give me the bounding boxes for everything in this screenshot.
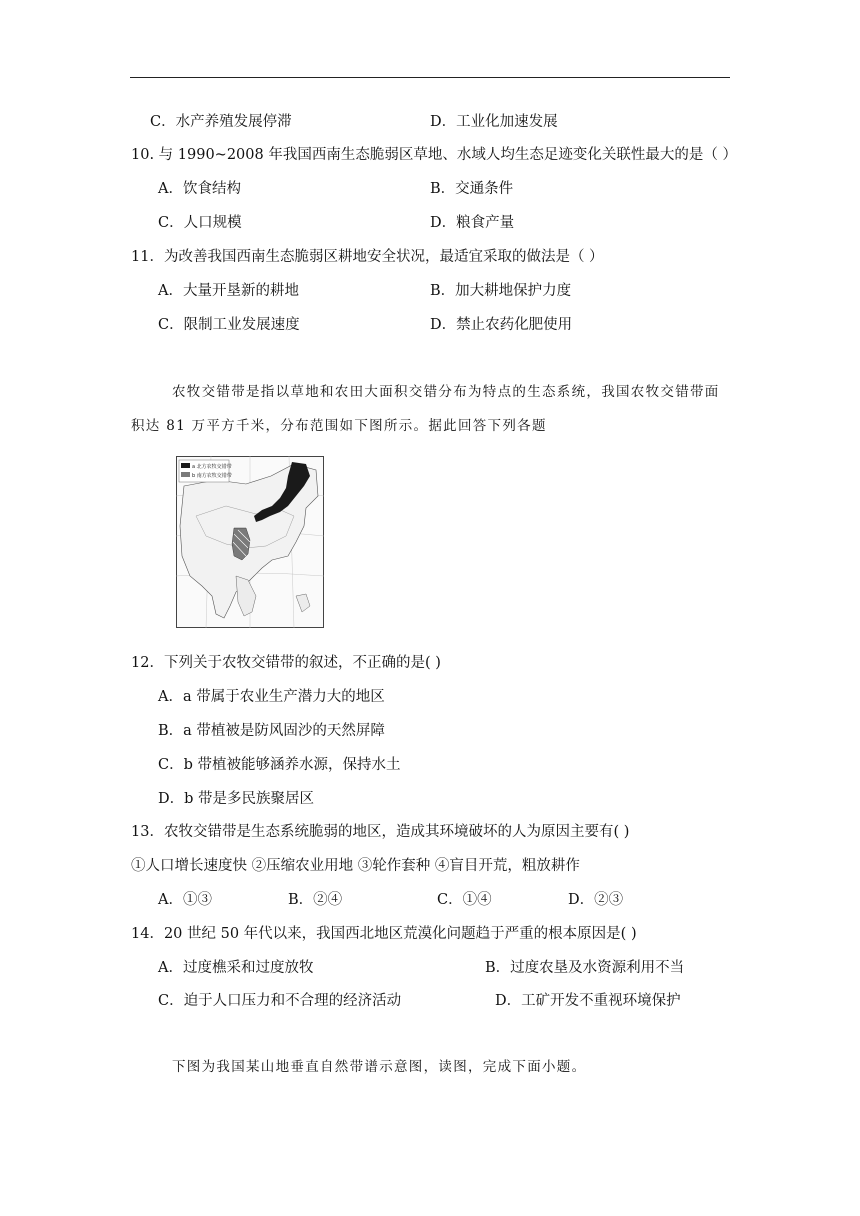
passage1-line2: 积达 81 万平方千米，分布范围如下图所示。据此回答下列各题 (131, 418, 547, 434)
legend-label-a: a 北方农牧交错带 (192, 464, 232, 470)
passage1-line1: 农牧交错带是指以草地和农田大面积交错分布为特点的生态系统，我国农牧交错带面 (172, 384, 720, 400)
q13-stem: 13．农牧交错带是生态系统脆弱的地区，造成其环境破坏的人为原因主要有( ) (131, 824, 630, 840)
q14-stem: 14．20 世纪 50 年代以来，我国西北地区荒漠化问题趋于严重的根本原因是( ) (131, 926, 637, 942)
q12-option-d[interactable]: D．b 带是多民族聚居区 (158, 791, 315, 807)
q14-option-a[interactable]: A．过度樵采和过度放牧 (158, 960, 314, 976)
q13-option-d[interactable]: D．②③ (568, 892, 624, 908)
q12-option-b[interactable]: B．a 带植被是防风固沙的天然屏障 (158, 723, 385, 739)
q11-option-d[interactable]: D．禁止农药化肥使用 (430, 317, 573, 333)
q13-option-a[interactable]: A．①③ (158, 892, 212, 908)
q11-option-a[interactable]: A．大量开垦新的耕地 (158, 283, 299, 299)
q14-option-b[interactable]: B．过度农垦及水资源利用不当 (485, 960, 685, 976)
legend-swatch-a (181, 463, 190, 468)
q10-option-a[interactable]: A．饮食结构 (158, 181, 241, 197)
q13-items: ①人口增长速度快 ②压缩农业用地 ③轮作套种 ④盲目开荒，粗放耕作 (131, 858, 580, 874)
agro-pastoral-belt-map (176, 456, 324, 628)
q11-option-c[interactable]: C．限制工业发展速度 (158, 317, 300, 333)
q10-option-c[interactable]: C．人口规模 (158, 215, 242, 231)
q9-option-c[interactable]: C．水产养殖发展停滞 (150, 114, 292, 130)
legend-swatch-b (181, 472, 190, 477)
legend-label-b: b 南方农牧交错带 (192, 473, 232, 479)
q14-option-c[interactable]: C．迫于人口压力和不合理的经济活动 (158, 993, 402, 1009)
q12-stem: 12．下列关于农牧交错带的叙述，不正确的是( ) (131, 655, 441, 671)
q9-option-d[interactable]: D．工业化加速发展 (430, 114, 558, 130)
q10-option-b[interactable]: B．交通条件 (430, 181, 514, 197)
passage2-line1: 下图为我国某山地垂直自然带谱示意图，读图，完成下面小题。 (172, 1059, 587, 1075)
q10-stem: 10. 与 1990~2008 年我国西南生态脆弱区草地、水域人均生态足迹变化关联性最大的是（ ） (131, 147, 737, 163)
q13-option-b[interactable]: B．②④ (288, 892, 343, 908)
q12-option-a[interactable]: A．a 带属于农业生产潜力大的地区 (158, 689, 385, 705)
q13-option-c[interactable]: C．①④ (437, 892, 492, 908)
q14-option-d[interactable]: D．工矿开发不重视环境保护 (495, 993, 681, 1009)
header-rule (130, 77, 730, 78)
q11-stem: 11．为改善我国西南生态脆弱区耕地安全状况，最适宜采取的做法是（ ） (131, 249, 604, 265)
q10-option-d[interactable]: D．粮食产量 (430, 215, 515, 231)
q12-option-c[interactable]: C．b 带植被能够涵养水源，保持水土 (158, 757, 401, 773)
q11-option-b[interactable]: B．加大耕地保护力度 (430, 283, 572, 299)
